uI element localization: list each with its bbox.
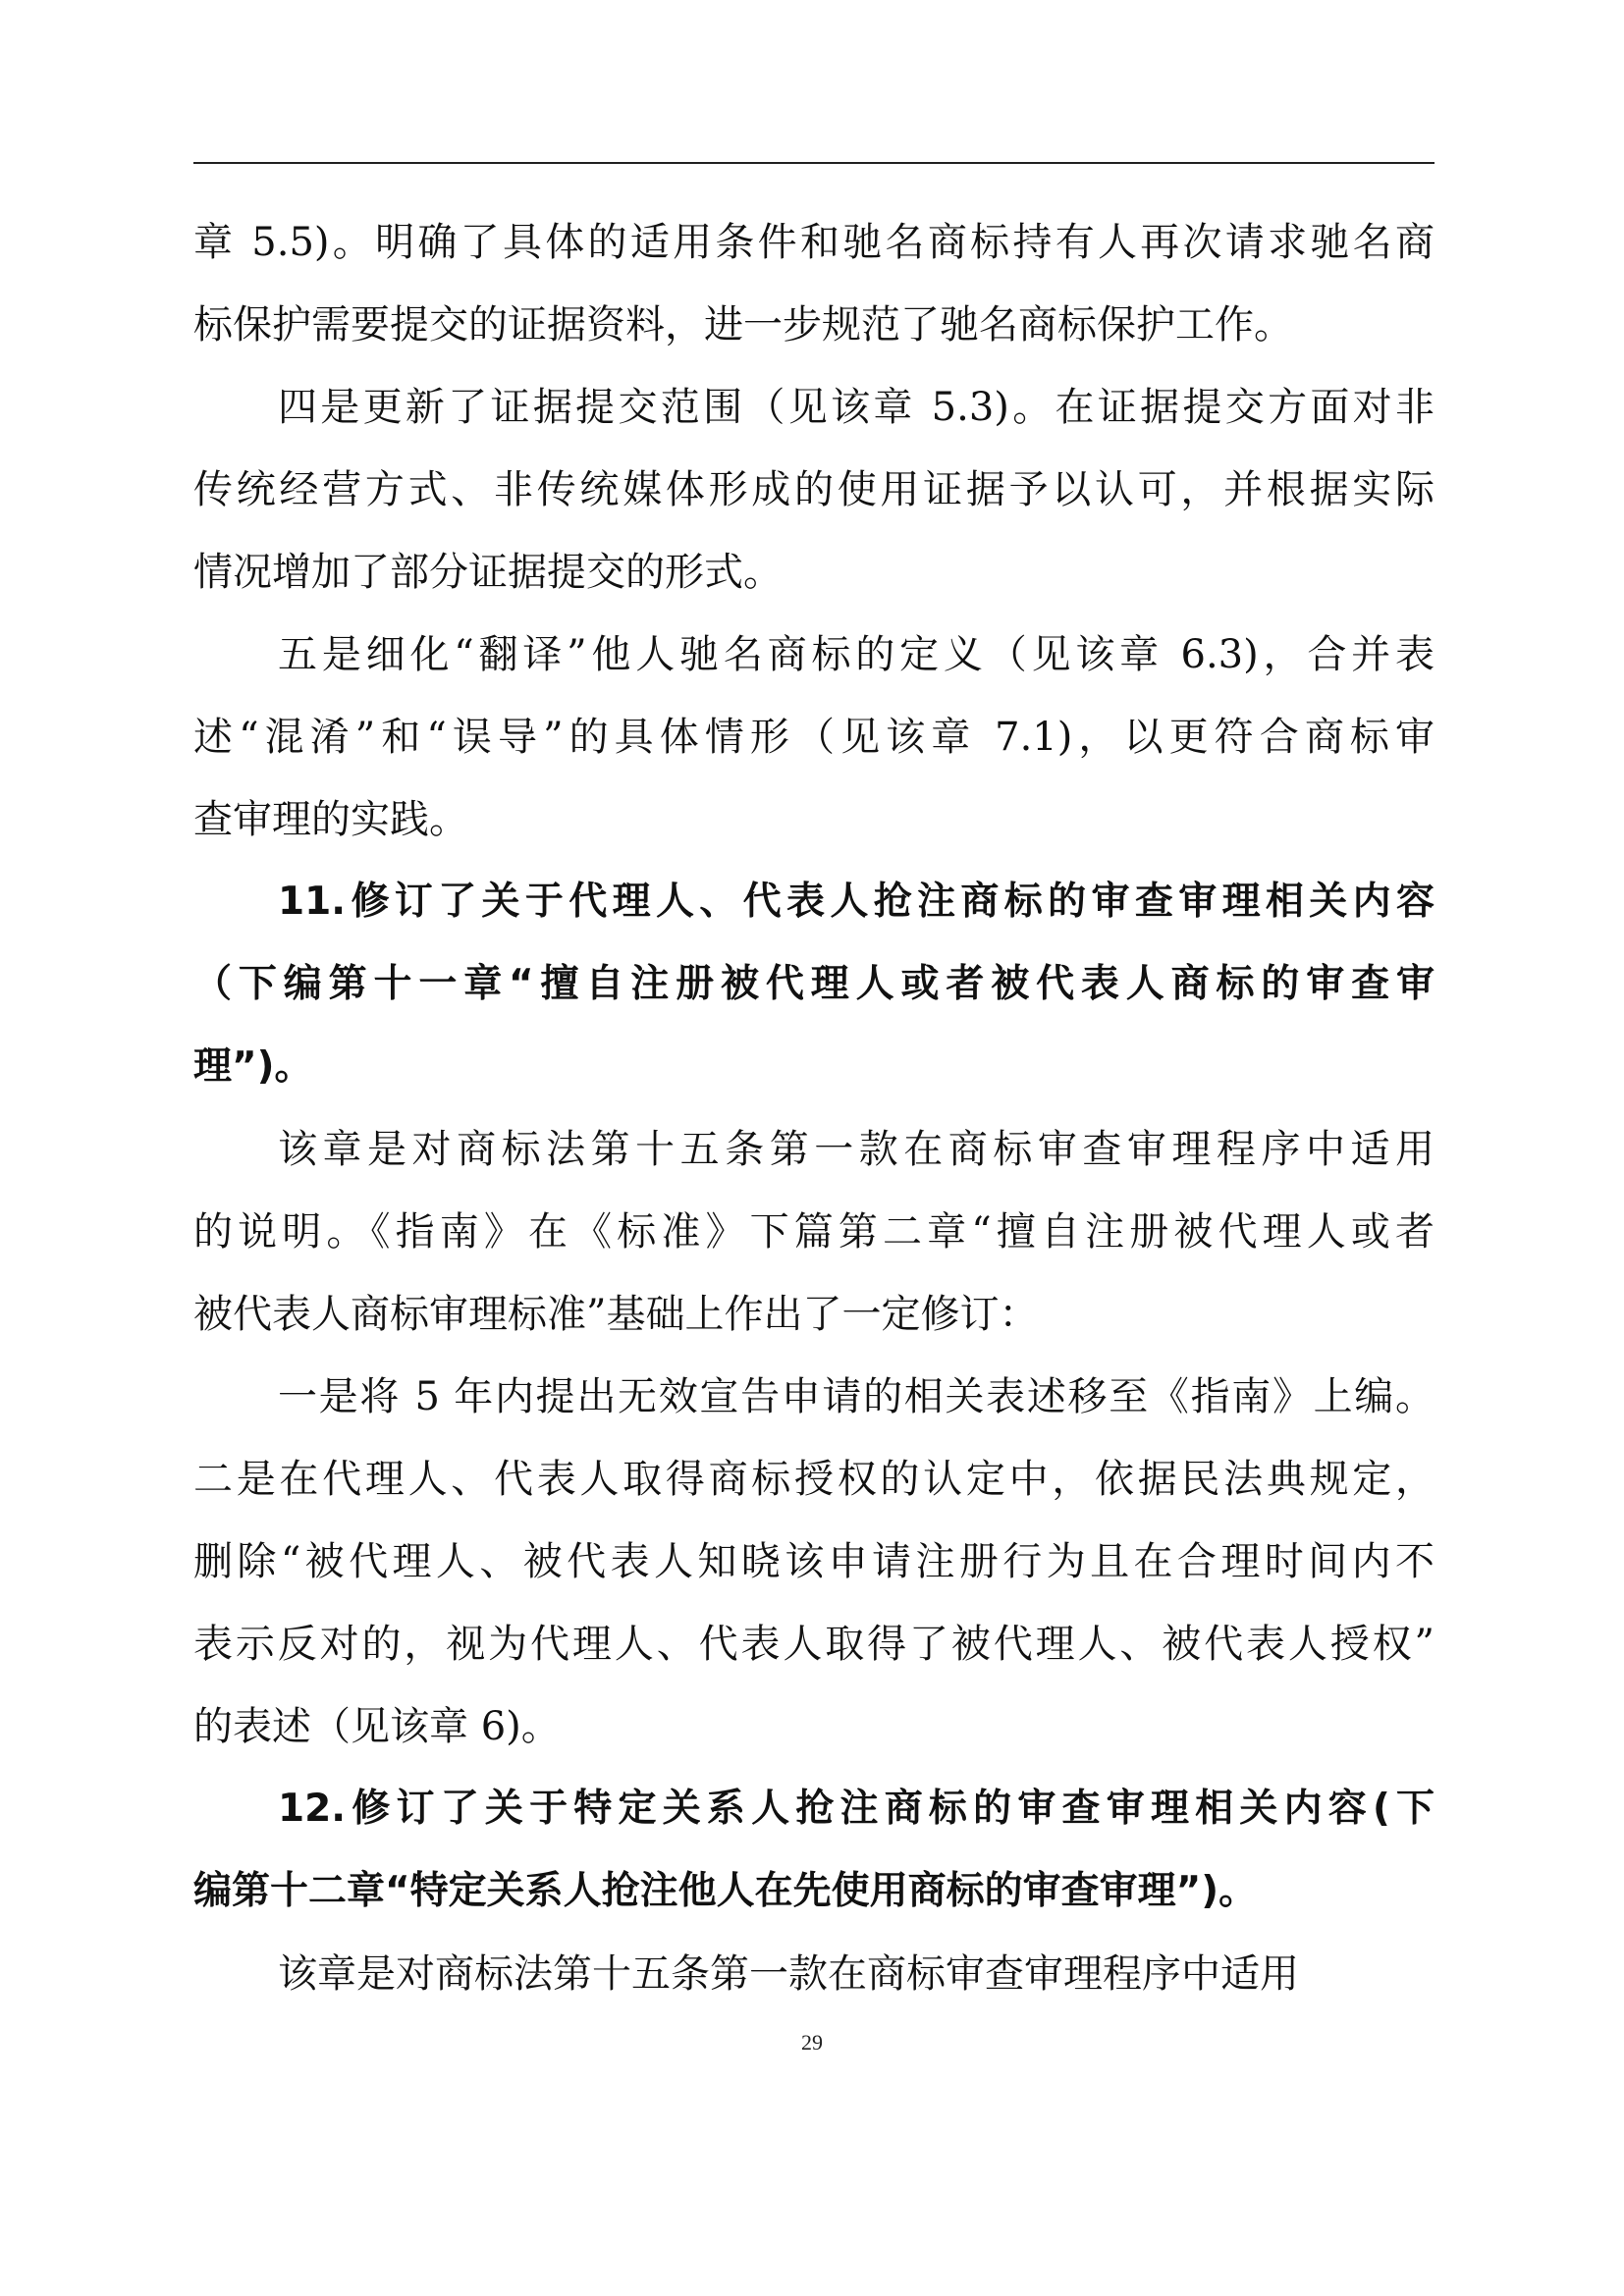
text-line: 被代表人商标审理标准”基础上作出了一定修订： <box>193 1292 1039 1337</box>
text-line: 标保护需要提交的证据资料，进一步规范了驰名商标保护工作。 <box>193 302 1293 347</box>
text-line: 的表述（见该章 6)。 <box>193 1704 561 1749</box>
text-line: 述“混淆”和“误导”的具体情形（见该章 7.1)，以更符合商标审 <box>193 715 1435 760</box>
text-line: 的说明。《指南》在《标准》下篇第二章“擅自注册被代理人或者 <box>193 1209 1435 1255</box>
document-body <box>193 201 1435 2015</box>
text-line: 该章是对商标法第十五条第一款在商标审查审理程序中适用 <box>278 1127 1435 1172</box>
page-number: 29 <box>801 2030 823 2055</box>
text-line: 二是在代理人、代表人取得商标授权的认定中，依据民法典规定， <box>193 1457 1435 1502</box>
text-line: 删除“被代理人、被代表人知晓该申请注册行为且在合理时间内不 <box>193 1539 1435 1584</box>
section-heading-line: 理”)。 <box>193 1044 313 1089</box>
text-line: 查审理的实践。 <box>193 797 468 842</box>
header-rule <box>193 162 1435 164</box>
text-line: 情况增加了部分证据提交的形式。 <box>193 550 783 595</box>
text-line: 四是更新了证据提交范围（见该章 5.3)。在证据提交方面对非 <box>278 385 1435 430</box>
section-heading-line: 12.修订了关于特定关系人抢注商标的审查审理相关内容(下 <box>278 1787 1435 1831</box>
text-line: 章 5.5)。明确了具体的适用条件和驰名商标持有人再次请求驰名商 <box>193 220 1435 265</box>
text-line: 一是将 5 年内提出无效宣告申请的相关表述移至《指南》上编。 <box>278 1374 1435 1419</box>
text-line: 表示反对的，视为代理人、代表人取得了被代理人、被代表人授权” <box>193 1622 1435 1667</box>
section-heading-line: 11.修订了关于代理人、代表人抢注商标的审查审理相关内容 <box>278 880 1435 924</box>
section-heading-line: （下编第十一章“擅自注册被代理人或者被代表人商标的审查审 <box>193 962 1435 1006</box>
text-line: 五是细化“翻译”他人驰名商标的定义（见该章 6.3)，合并表 <box>278 632 1435 677</box>
section-heading-line: 编第十二章“特定关系人抢注他人在先使用商标的审查审理”)。 <box>193 1869 1258 1913</box>
text-line: 传统经营方式、非传统媒体形成的使用证据予以认可，并根据实际 <box>193 467 1435 512</box>
text-line: 该章是对商标法第十五条第一款在商标审查审理程序中适用 <box>278 1951 1299 1997</box>
